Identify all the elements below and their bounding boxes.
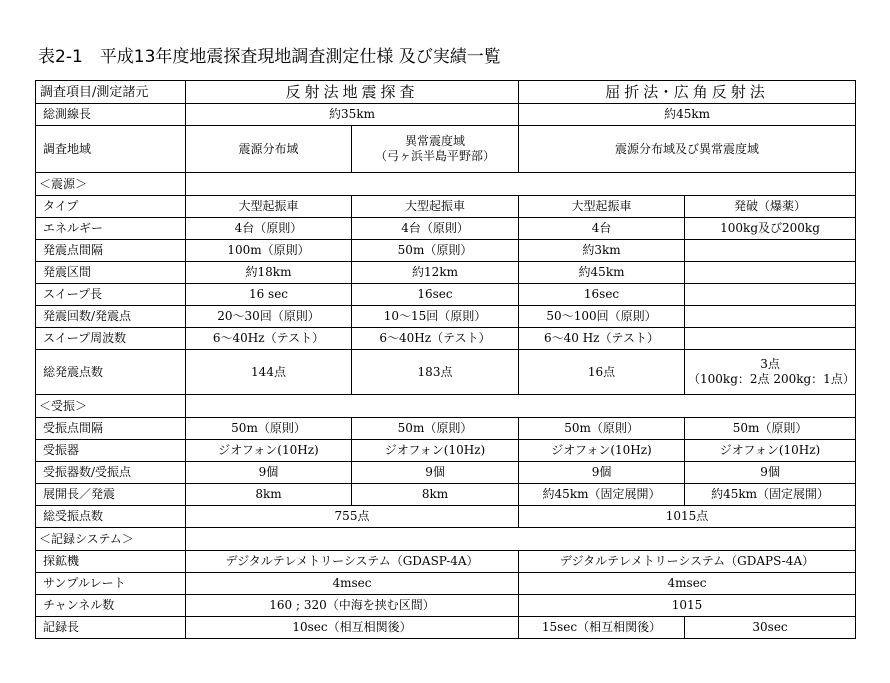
source-total-cell: 144点 xyxy=(186,350,352,395)
receiver-section-blank xyxy=(186,395,856,418)
source-section-blank xyxy=(186,173,856,196)
receiver-cell: ジオフォン(10Hz) xyxy=(352,440,519,462)
record-length-refraction-a: 15sec（相互相関後） xyxy=(519,617,685,639)
receiver-row-label: 受振器数/受振点 xyxy=(36,462,186,484)
source-cell: 16sec xyxy=(519,284,685,306)
receiver-cell: ジオフォン(10Hz) xyxy=(519,440,685,462)
source-cell: 発破（爆薬） xyxy=(685,196,856,218)
survey-area-row xyxy=(36,126,856,173)
source-total-c4-line1: 3点 xyxy=(760,357,780,371)
source-total-cell: 183点 xyxy=(352,350,519,395)
header-item: 調査項目/測定諸元 xyxy=(36,81,186,104)
sample-rate-label: サンプルレート xyxy=(36,573,186,595)
spec-table xyxy=(35,80,856,639)
sample-rate-refraction: 4msec xyxy=(519,573,856,595)
receiver-cell: 50m（原則） xyxy=(352,418,519,440)
line-length-refraction: 約45km xyxy=(519,104,856,126)
source-row-label: 発震区間 xyxy=(36,262,186,284)
receiver-cell: 50m（原則） xyxy=(519,418,685,440)
source-cell: 6～40 Hz（テスト） xyxy=(519,328,685,350)
source-row-label: 発震回数/発震点 xyxy=(36,306,186,328)
source-cell: 20～30回（原則） xyxy=(186,306,352,328)
source-total-row xyxy=(36,350,856,395)
source-section-row xyxy=(36,173,856,196)
source-cell: 4台（原則） xyxy=(186,218,352,240)
receiver-total-label: 総受振点数 xyxy=(36,506,186,528)
receiver-row xyxy=(36,418,856,440)
source-total-label: 総発震点数 xyxy=(36,350,186,395)
table-title: 表2-1 平成13年度地震探査現地調査測定仕様 及び実績一覧 xyxy=(38,47,501,67)
receiver-cell: 8km xyxy=(186,484,352,506)
instrument-reflection: デジタルテレメトリーシステム（GDASP-4A） xyxy=(186,551,519,573)
receiver-row xyxy=(36,440,856,462)
source-cell: 6～40Hz（テスト） xyxy=(352,328,519,350)
receiver-row xyxy=(36,484,856,506)
receiver-cell: 約45km（固定展開） xyxy=(685,484,856,506)
source-cell: 約3km xyxy=(519,240,685,262)
source-section-label: ＜震源＞ xyxy=(36,173,186,196)
survey-area-reflection-b xyxy=(352,126,519,173)
source-cell: 100m（原則） xyxy=(186,240,352,262)
record-length-reflection: 10sec（相互相関後） xyxy=(186,617,519,639)
line-length-row xyxy=(36,104,856,126)
source-total-cell: 16点 xyxy=(519,350,685,395)
receiver-row xyxy=(36,462,856,484)
channels-refraction: 1015 xyxy=(519,595,856,617)
header-reflection: 反射法地震探査 xyxy=(186,81,519,104)
source-cell: 4台（原則） xyxy=(352,218,519,240)
source-row xyxy=(36,306,856,328)
header-refraction: 屈折法･広角反射法 xyxy=(519,81,856,104)
channels-row xyxy=(36,595,856,617)
receiver-section-row xyxy=(36,395,856,418)
receiver-cell: 9個 xyxy=(352,462,519,484)
source-row xyxy=(36,262,856,284)
survey-area-label: 調査地域 xyxy=(36,126,186,173)
receiver-row-label: 展開長／発震 xyxy=(36,484,186,506)
survey-area-reflection-a: 震源分布域 xyxy=(186,126,352,173)
source-row-label: スイープ周波数 xyxy=(36,328,186,350)
source-cell: 約18km xyxy=(186,262,352,284)
source-cell: 約45km xyxy=(519,262,685,284)
source-cell: 大型起振車 xyxy=(519,196,685,218)
source-cell: 10～15回（原則） xyxy=(352,306,519,328)
receiver-cell: 約45km（固定展開） xyxy=(519,484,685,506)
receiver-cell: ジオフォン(10Hz) xyxy=(186,440,352,462)
receiver-cell: 9個 xyxy=(186,462,352,484)
record-length-row xyxy=(36,617,856,639)
receiver-row-label: 受振器 xyxy=(36,440,186,462)
receiver-cell: 50m（原則） xyxy=(186,418,352,440)
source-cell: 50m（原則） xyxy=(352,240,519,262)
receiver-cell: 50m（原則） xyxy=(685,418,856,440)
source-row xyxy=(36,240,856,262)
source-cell: 50～100回（原則） xyxy=(519,306,685,328)
receiver-total-refraction: 1015点 xyxy=(519,506,856,528)
source-cell: 大型起振車 xyxy=(186,196,352,218)
source-cell xyxy=(685,284,856,306)
source-row xyxy=(36,196,856,218)
channels-label: チャンネル数 xyxy=(36,595,186,617)
receiver-cell: ジオフォン(10Hz) xyxy=(685,440,856,462)
line-length-reflection: 約35km xyxy=(186,104,519,126)
receiver-cell: 9個 xyxy=(519,462,685,484)
source-cell: 16sec xyxy=(352,284,519,306)
header-row xyxy=(36,81,856,104)
recording-section-label: ＜記録システム＞ xyxy=(36,528,186,551)
record-length-label: 記録長 xyxy=(36,617,186,639)
instrument-row xyxy=(36,551,856,573)
sample-rate-row xyxy=(36,573,856,595)
source-cell xyxy=(685,240,856,262)
receiver-cell: 8km xyxy=(352,484,519,506)
source-cell xyxy=(685,328,856,350)
source-row-label: スイープ長 xyxy=(36,284,186,306)
sample-rate-reflection: 4msec xyxy=(186,573,519,595)
source-cell: 6～40Hz（テスト） xyxy=(186,328,352,350)
source-cell: 16 sec xyxy=(186,284,352,306)
source-cell: 100kg及び200kg xyxy=(685,218,856,240)
source-cell xyxy=(685,262,856,284)
survey-area-reflection-b-line2: （弓ヶ浜半島平野部） xyxy=(375,149,496,163)
instrument-label: 探鉱機 xyxy=(36,551,186,573)
receiver-row-label: 受振点間隔 xyxy=(36,418,186,440)
source-row-label: タイプ xyxy=(36,196,186,218)
source-cell: 大型起振車 xyxy=(352,196,519,218)
recording-section-blank xyxy=(186,528,856,551)
source-cell: 約12km xyxy=(352,262,519,284)
recording-section-row xyxy=(36,528,856,551)
channels-reflection: 160 ; 320（中海を挟む区間） xyxy=(186,595,519,617)
source-row-label: エネルギー xyxy=(36,218,186,240)
source-row-label: 発震点間隔 xyxy=(36,240,186,262)
source-cell xyxy=(685,306,856,328)
receiver-section-label: ＜受振＞ xyxy=(36,395,186,418)
source-total-c4-line2: （100kg：2点 200kg：1点） xyxy=(688,372,855,386)
instrument-refraction: デジタルテレメトリーシステム（GDAPS-4A） xyxy=(519,551,856,573)
source-row xyxy=(36,218,856,240)
source-row xyxy=(36,284,856,306)
receiver-total-row xyxy=(36,506,856,528)
record-length-refraction-b: 30sec xyxy=(685,617,856,639)
line-length-label: 総測線長 xyxy=(36,104,186,126)
survey-area-refraction: 震源分布域及び異常震度域 xyxy=(519,126,856,173)
source-cell: 4台 xyxy=(519,218,685,240)
receiver-cell: 9個 xyxy=(685,462,856,484)
source-row xyxy=(36,328,856,350)
source-total-cell xyxy=(685,350,856,395)
receiver-total-reflection: 755点 xyxy=(186,506,519,528)
survey-area-reflection-b-line1: 異常震度域 xyxy=(405,134,466,148)
